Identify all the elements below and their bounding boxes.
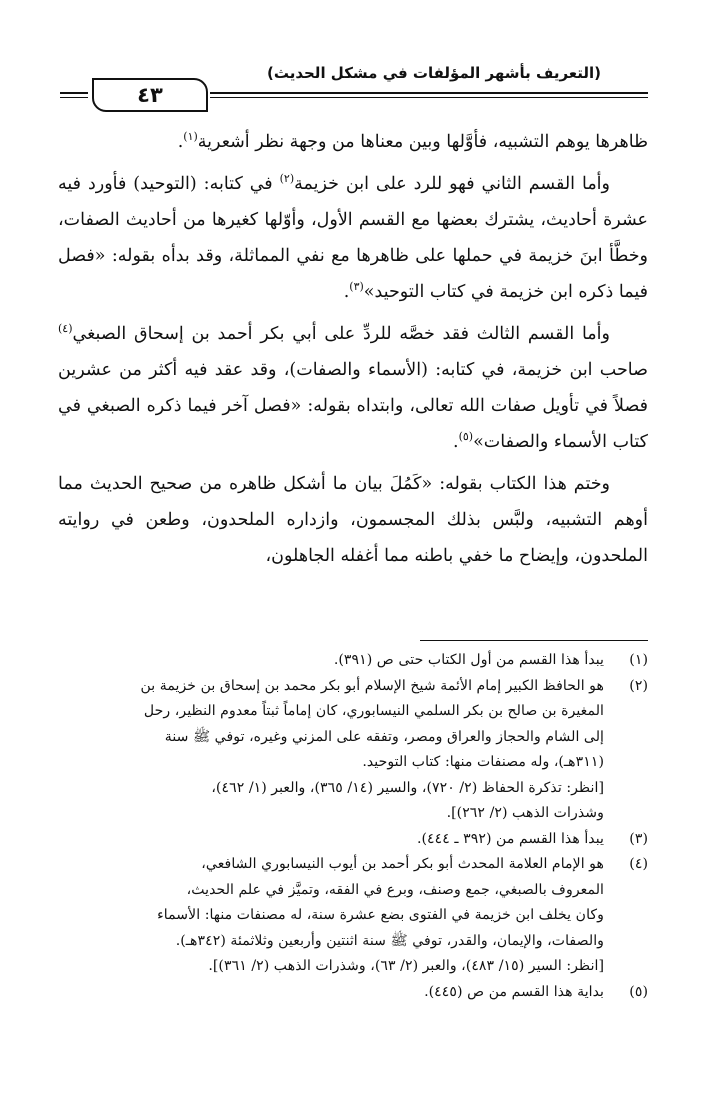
footnote-separator (420, 640, 648, 641)
footnote-ref: (٤) (58, 322, 73, 336)
main-text (58, 124, 648, 574)
paragraph-3: وأما القسم الثالث فقد خصَّه للردِّ على أبي بكر أحمد بن إسحاق الصبغي$^{(٤)}$ صاحب ابن خزيمة، في كتابه: (الأسماء والصفات)، وقد عقد فيه أكثر من عشرين فصلاً في تأويل صفات الله تعالى، وابتداه بقوله: «فصل آخر فيما ذكره الصبغي في كتاب الأسماء والصفات»$^{(٥)}$. (58, 322, 648, 452)
page-number: ٤٣ (92, 78, 208, 112)
footnote-5: (٥) بداية هذا القسم من ص (٤٤٥). (58, 980, 648, 1006)
footnote-number: (٤) (629, 856, 648, 872)
running-header (60, 62, 648, 120)
paragraph-2: وأما القسم الثاني فهو للرد على ابن خزيمة$^{(٢)}$ في كتابه: (التوحيد) فأورد فيه عشرة أحاديث، يشترك بعضها مع القسم الأول، وأوّلها كغيرها من أحاديث الصفات، وخطَّأ ابنَ خزيمة في حملها على ظاهرها مع نفي المماثلة، وقد بدأه بقوله: «فصل فيما ذكره ابن خزيمة في كتاب التوحيد»$^{(٣)}$. (58, 172, 648, 302)
footnote-number: (٢) (629, 677, 648, 694)
footnote-number: (٥) (629, 983, 648, 1000)
footnote-ref: (٢) (279, 172, 295, 186)
header-title: (التعريف بأشهر المؤلفات في مشكل الحديث) (266, 64, 602, 82)
header-rule (60, 97, 88, 98)
footnote-3: (٣) يبدأ هذا القسم من (٣٩٢ ـ ٤٤٤). (58, 827, 648, 853)
paragraph-4: وختم هذا الكتاب بقوله: «كَمُلَ بيان ما أشكل ظاهره من صحيح الحديث مما أوهم التشبيه، ولبَّس بذلك المجسمون، وازداره الملحدون، وطعن في روايته الملحدون، وإيضاح ما خفي باطنه مما أغفله الجاهلون، (58, 474, 648, 566)
footnotes (58, 648, 648, 1005)
header-rule (210, 97, 648, 98)
footnote-number: (١) (629, 652, 648, 668)
footnote-1: (١) يبدأ هذا القسم من أول الكتاب حتى ص (٣٩١). (58, 648, 648, 674)
footnote-ref: (٥) (458, 430, 474, 444)
footnote-2: (٢) هو الحافظ الكبير إمام الأئمة شيخ الإسلام أبو بكر محمد بن إسحاق بن خزيمة بن المغيرة بن صالح بن بكر السلمي النيسابوري، كان إماماً ثبتاً معدوم النظير، رحل إلى الشام والحجاز والعراق ومصر، وتفقه على المزني وغيره، توفي ﷺ سنة (٣١١هـ)، وله مصنفات منها: كتاب التوحيد. [انظر: تذكرة الحفاظ (٢/ ٧٢٠)، والسير (١٤/ ٣٦٥)، والعبر (١/ ٤٦٢)، وشذرات الذهب (٢/ ٢٦٢)]. (58, 674, 648, 827)
footnote-ref: (١) (183, 130, 198, 144)
header-rule (60, 92, 88, 94)
footnote-number: (٣) (629, 830, 648, 847)
footnote-4: (٤) هو الإمام العلامة المحدث أبو بكر أحمد بن أيوب النيسابوري الشافعي، المعروف بالصبغي، جمع وصنف، وبرع في الفقه، وتميَّز في علم الحديث، وكان يخلف ابن خزيمة في الفتوى بضع عشرة سنة، له مصنفات منها: الأسماء والصفات، والإيمان، والقدر، توفي ﷺ سنة اثنتين وأربعين وثلاثمئة (٣٤٢هـ). [انظر: السير (١٥/ ٤٨٣)، والعبر (٢/ ٦٣)، وشذرات الذهب (٢/ ٣٦١)]. (58, 852, 648, 980)
paragraph-1: ظاهرها يوهم التشبيه، فأوَّلها وبين معناها من وجهة نظر أشعرية$^{(١)}$. (177, 130, 648, 152)
header-rule (210, 92, 648, 94)
footnote-ref: (٣) (349, 280, 364, 294)
